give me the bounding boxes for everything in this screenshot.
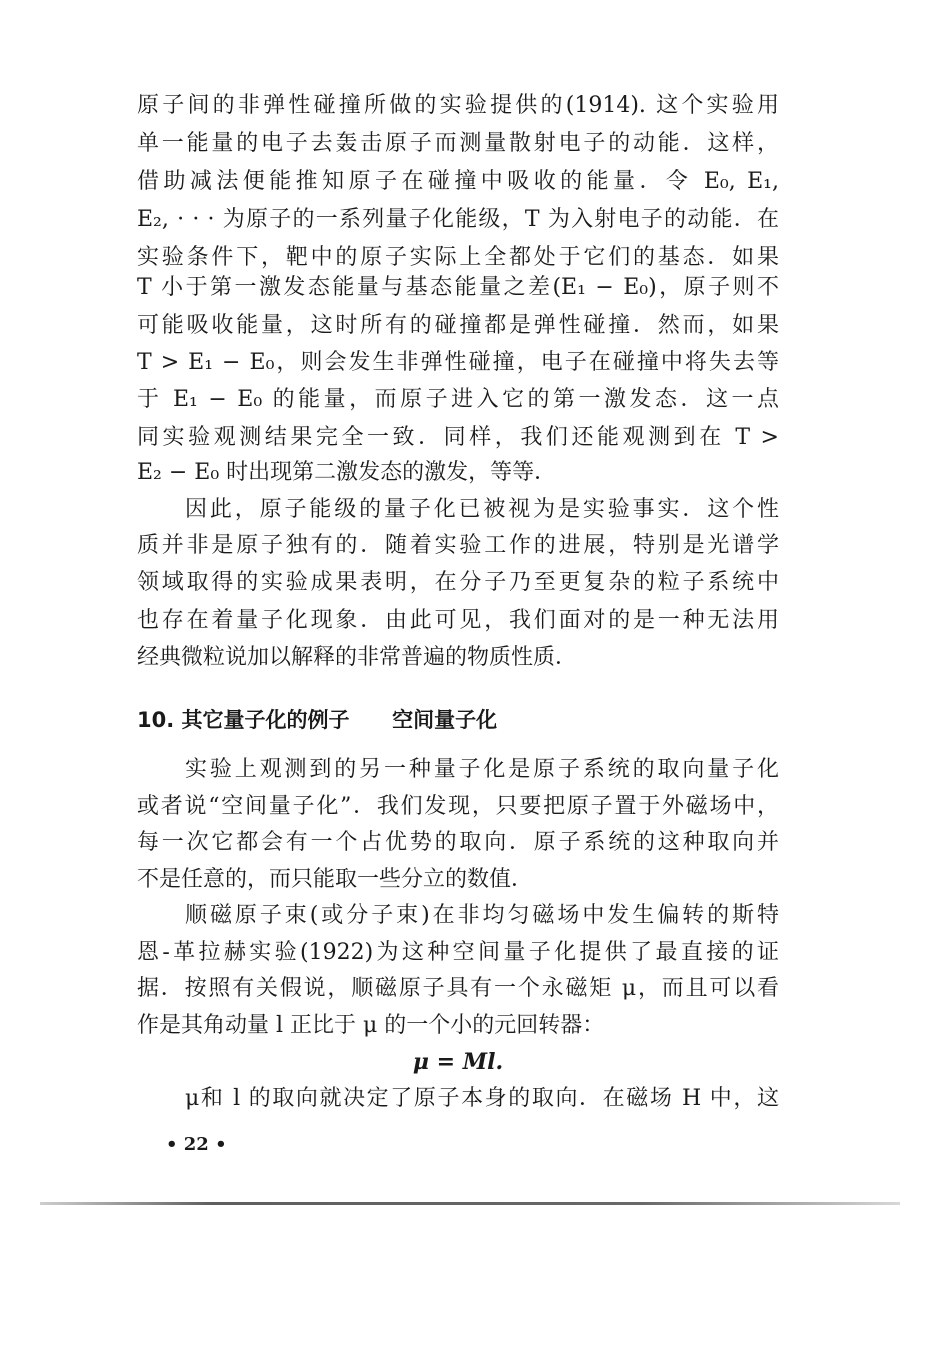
paragraph3-line: 不是任意的，而只能取一些分立的数值．	[137, 867, 534, 892]
paragraph4-line: 顺磁原子束(或分子束)在非均匀磁场中发生偏转的斯特	[185, 903, 779, 928]
paragraph3-line: 实验上观测到的另一种量子化是原子系统的取向量子化	[185, 757, 779, 782]
page-number: • 22 •	[166, 1134, 227, 1155]
paragraph1-line: 可能吸收能量，这时所有的碰撞都是弹性碰撞．然而，如果	[137, 313, 779, 338]
paragraph3-line: 或者说“空间量子化”．我们发现，只要把原子置于外磁场中，	[137, 794, 779, 819]
paragraph2-line: 也存在着量子化现象．由此可见，我们面对的是一种无法用	[137, 608, 779, 633]
paragraph1-line: 借助减法便能推知原子在碰撞中吸收的能量．令 E₀, E₁,	[137, 169, 779, 194]
paragraph2-line: 经典微粒说加以解释的非常普遍的物质性质．	[137, 645, 578, 670]
paragraph2-line: 领域取得的实验成果表明，在分子乃至更复杂的粒子系统中	[137, 570, 779, 595]
paragraph1-line: T 小于第一激发态能量与基态能量之差(E₁ − E₀)，原子则不	[137, 275, 779, 300]
section-title: 其它量子化的例子	[181, 708, 350, 732]
paragraph1-line: E₂ − E₀ 时出现第二激发态的激发，等等．	[137, 460, 557, 485]
paragraph1-line: 实验条件下，靶中的原子实际上全都处于它们的基态．如果	[137, 245, 779, 270]
paragraph1-line: 于 E₁ − E₀ 的能量，而原子进入它的第一激发态．这一点	[137, 387, 779, 412]
paragraph4-line: 恩-革拉赫实验(1922)为这种空间量子化提供了最直接的证	[137, 940, 779, 965]
paragraph2-line: 因此，原子能级的量子化已被视为是实验事实．这个性	[185, 497, 779, 522]
paragraph2-line: 质并非是原子独有的．随着实验工作的进展，特别是光谱学	[137, 533, 779, 558]
paragraph4-line: 作是其角动量 l 正比于 μ 的一个小的元回转器：	[137, 1013, 605, 1038]
paragraph1-line: E₂, · · · 为原子的一系列量子化能级，T 为入射电子的动能．在	[137, 207, 779, 232]
section-heading	[137, 702, 777, 738]
equation: μ = Ml.	[412, 1049, 504, 1075]
paragraph1-line: 同实验观测结果完全一致．同样，我们还能观测到在 T >	[137, 425, 779, 450]
paragraph1-line: 原子间的非弹性碰撞所做的实验提供的(1914). 这个实验用	[137, 93, 779, 118]
section-subtitle: 空间量子化	[392, 708, 498, 732]
paragraph5-line: μ和 l 的取向就决定了原子本身的取向．在磁场 H 中，这	[185, 1086, 779, 1111]
section-number: 10.	[137, 708, 175, 732]
paragraph3-line: 每一次它都会有一个占优势的取向．原子系统的这种取向并	[137, 830, 779, 855]
page-edge-divider	[40, 1202, 900, 1205]
paragraph4-line: 据．按照有关假说，顺磁原子具有一个永磁矩 μ，而且可以看	[137, 976, 779, 1001]
paragraph1-line: T > E₁ − E₀，则会发生非弹性碰撞，电子在碰撞中将失去等	[137, 350, 779, 375]
paragraph1-line: 单一能量的电子去轰击原子而测量散射电子的动能．这样，	[137, 131, 779, 156]
